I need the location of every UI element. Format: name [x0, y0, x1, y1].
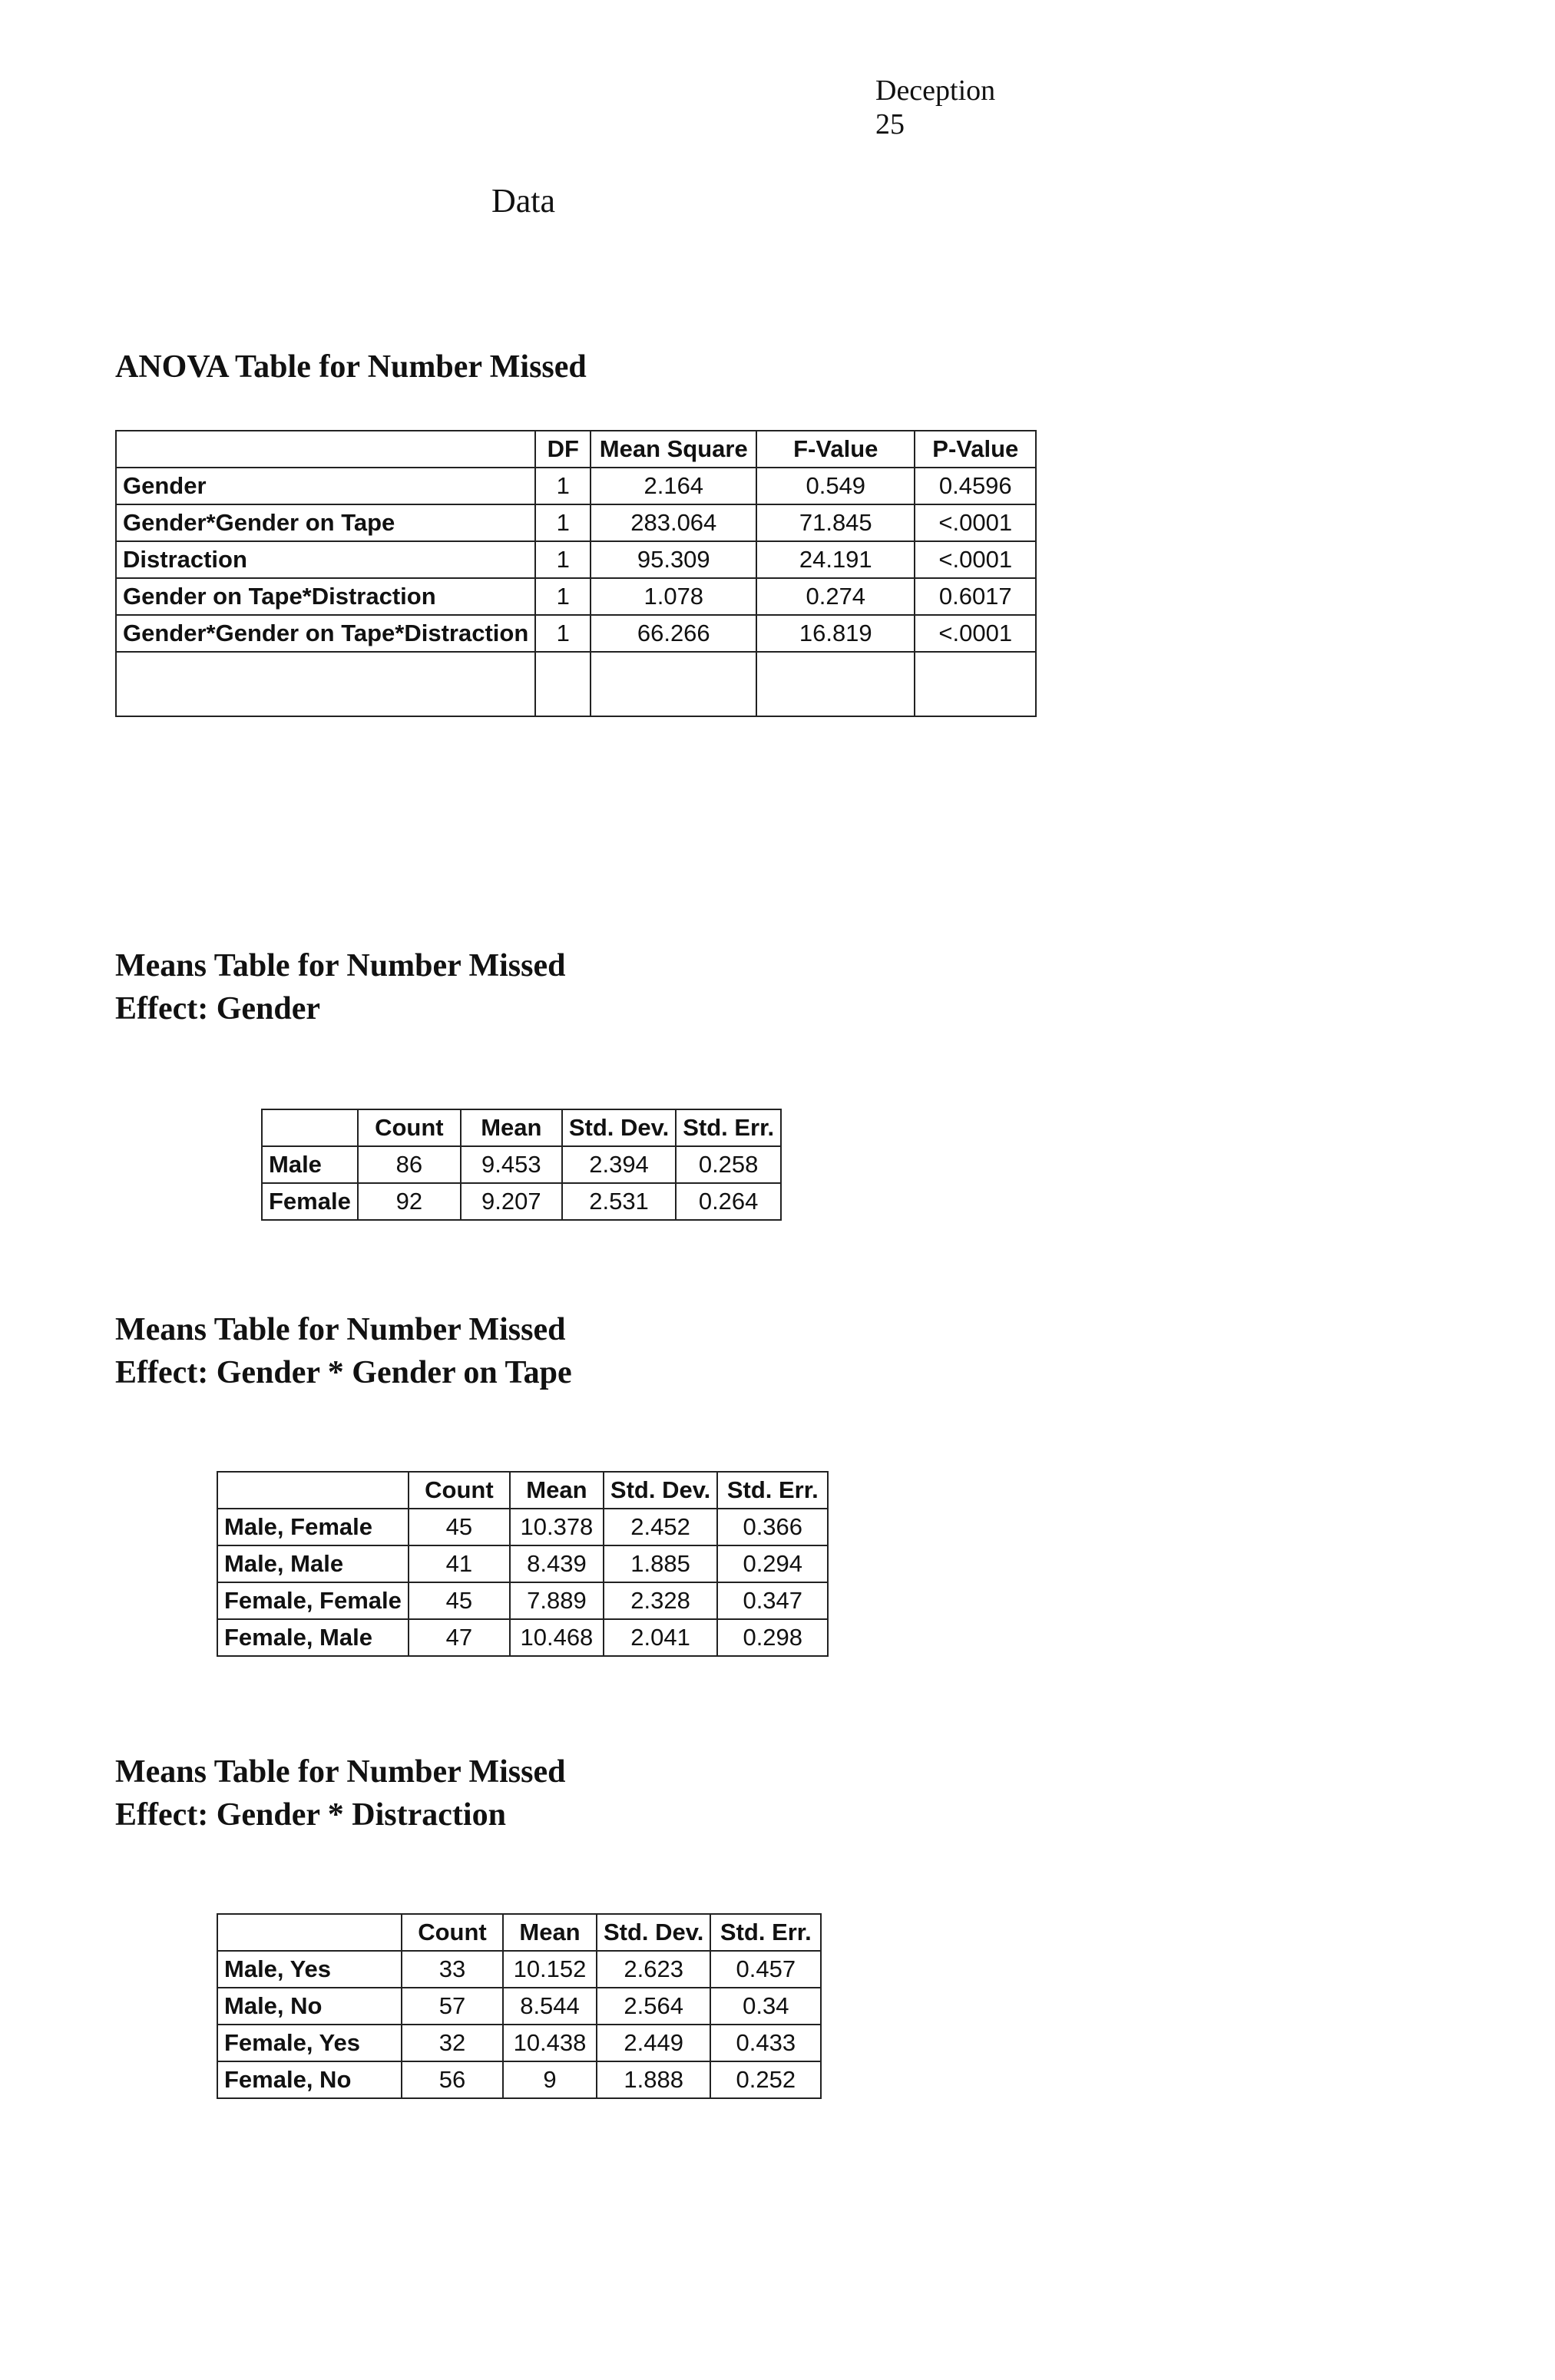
table-cell: 0.298	[717, 1619, 828, 1656]
row-label: Gender*Gender on Tape	[116, 504, 535, 541]
table-cell: 1	[535, 578, 591, 615]
table-cell: 2.564	[597, 1988, 710, 2025]
table-cell: 1	[535, 468, 591, 504]
means-gender-distraction-table	[217, 1913, 822, 2099]
row-label: Female, Male	[217, 1619, 409, 1656]
means-gender-tape-table	[217, 1471, 829, 1657]
table-cell: 57	[402, 1988, 503, 2025]
table-cell: 283.064	[591, 504, 756, 541]
table-cell: 24.191	[756, 541, 915, 578]
row-label: Gender on Tape*Distraction	[116, 578, 535, 615]
means-gender-effect: Effect: Gender	[115, 991, 321, 1026]
table-cell: 2.452	[604, 1509, 717, 1545]
table-cell: 32	[402, 2025, 503, 2061]
table-cell: 1	[535, 541, 591, 578]
table-cell: 10.438	[503, 2025, 597, 2061]
table-row	[262, 1183, 781, 1220]
row-label: Female, No	[217, 2061, 402, 2098]
table-row	[217, 1619, 828, 1656]
table-row	[116, 541, 1036, 578]
table-cell: 2.328	[604, 1582, 717, 1619]
means-gender-tape-title	[115, 1308, 572, 1394]
table-row	[217, 1951, 821, 1988]
table-cell: 66.266	[591, 615, 756, 652]
empty-cell	[756, 652, 915, 716]
column-header: F-Value	[756, 431, 915, 468]
table-cell: 2.531	[562, 1183, 676, 1220]
row-label: Male	[262, 1146, 358, 1183]
row-label: Male, No	[217, 1988, 402, 2025]
means-gender-distraction-effect: Effect: Gender * Distraction	[115, 1797, 506, 1833]
table-cell: 1.078	[591, 578, 756, 615]
row-label: Male, Yes	[217, 1951, 402, 1988]
table-cell: 7.889	[510, 1582, 604, 1619]
table-cell: 41	[409, 1545, 510, 1582]
means-gender-distraction-title	[115, 1750, 565, 1836]
table-row	[116, 468, 1036, 504]
table-cell: 0.34	[710, 1988, 821, 2025]
table-row	[217, 2025, 821, 2061]
table-cell: 0.274	[756, 578, 915, 615]
row-label: Gender*Gender on Tape*Distraction	[116, 615, 535, 652]
table-cell: 0.264	[676, 1183, 781, 1220]
means-gender-title-text: Means Table for Number Missed	[115, 948, 566, 983]
table-cell: 0.258	[676, 1146, 781, 1183]
table-cell: 0.347	[717, 1582, 828, 1619]
header-row	[262, 1109, 781, 1146]
means-gender-tape-effect: Effect: Gender * Gender on Tape	[115, 1355, 572, 1390]
page-heading: Data	[491, 182, 556, 220]
table-cell: 47	[409, 1619, 510, 1656]
table-cell: 45	[409, 1509, 510, 1545]
table-cell: 1	[535, 615, 591, 652]
table-cell: 2.394	[562, 1146, 676, 1183]
running-head: Deception 25	[875, 74, 996, 140]
table-cell: 92	[358, 1183, 461, 1220]
table-cell: 2.041	[604, 1619, 717, 1656]
table-cell: 9.453	[461, 1146, 562, 1183]
anova-table	[115, 430, 1037, 717]
table-cell: 0.6017	[915, 578, 1036, 615]
row-label: Male, Female	[217, 1509, 409, 1545]
table-cell: 0.457	[710, 1951, 821, 1988]
table-row	[262, 1146, 781, 1183]
table-cell: 0.433	[710, 2025, 821, 2061]
table-cell: 2.164	[591, 468, 756, 504]
header-row	[217, 1914, 821, 1951]
column-header: Count	[358, 1109, 461, 1146]
anova-title-text: ANOVA Table for Number Missed	[115, 349, 587, 385]
column-header: Std. Err.	[710, 1914, 821, 1951]
column-header	[262, 1109, 358, 1146]
row-label: Distraction	[116, 541, 535, 578]
column-header: P-Value	[915, 431, 1036, 468]
table-cell: 8.439	[510, 1545, 604, 1582]
table-cell: 71.845	[756, 504, 915, 541]
table-cell: 0.549	[756, 468, 915, 504]
table-cell: 1.888	[597, 2061, 710, 2098]
table-cell: 0.252	[710, 2061, 821, 2098]
column-header: Std. Dev.	[562, 1109, 676, 1146]
header-row	[116, 431, 1036, 468]
table-cell: <.0001	[915, 615, 1036, 652]
column-header: Count	[402, 1914, 503, 1951]
column-header	[116, 431, 535, 468]
table-row	[217, 1988, 821, 2025]
table-cell: 56	[402, 2061, 503, 2098]
table-cell: 9	[503, 2061, 597, 2098]
table-row	[217, 1545, 828, 1582]
table-cell: <.0001	[915, 541, 1036, 578]
column-header: Std. Dev.	[597, 1914, 710, 1951]
table-row	[217, 1509, 828, 1545]
table-cell: 45	[409, 1582, 510, 1619]
table-cell: 2.449	[597, 2025, 710, 2061]
table-cell: 10.152	[503, 1951, 597, 1988]
table-cell: 0.4596	[915, 468, 1036, 504]
table-cell: 2.623	[597, 1951, 710, 1988]
table-cell: 33	[402, 1951, 503, 1988]
column-header: Count	[409, 1472, 510, 1509]
table-cell: 8.544	[503, 1988, 597, 2025]
column-header: Mean	[503, 1914, 597, 1951]
header-row	[217, 1472, 828, 1509]
table-row	[116, 504, 1036, 541]
table-cell: 1.885	[604, 1545, 717, 1582]
row-label: Female	[262, 1183, 358, 1220]
column-header: Mean	[461, 1109, 562, 1146]
empty-cell	[915, 652, 1036, 716]
table-row	[217, 2061, 821, 2098]
column-header: DF	[535, 431, 591, 468]
table-cell: 86	[358, 1146, 461, 1183]
row-label: Female, Yes	[217, 2025, 402, 2061]
column-header	[217, 1472, 409, 1509]
empty-row	[116, 652, 1036, 716]
table-cell: 16.819	[756, 615, 915, 652]
row-label: Female, Female	[217, 1582, 409, 1619]
column-header: Std. Err.	[717, 1472, 828, 1509]
table-cell: 10.468	[510, 1619, 604, 1656]
empty-cell	[591, 652, 756, 716]
column-header	[217, 1914, 402, 1951]
table-cell: 0.294	[717, 1545, 828, 1582]
row-label: Gender	[116, 468, 535, 504]
table-cell: <.0001	[915, 504, 1036, 541]
empty-cell	[535, 652, 591, 716]
table-cell: 9.207	[461, 1183, 562, 1220]
table-row	[217, 1582, 828, 1619]
means-gender-distraction-title-text: Means Table for Number Missed	[115, 1754, 566, 1790]
column-header: Mean	[510, 1472, 604, 1509]
table-cell: 1	[535, 504, 591, 541]
empty-cell	[116, 652, 535, 716]
means-gender-title	[115, 944, 565, 1030]
table-row	[116, 615, 1036, 652]
means-gender-table	[261, 1109, 782, 1221]
table-cell: 10.378	[510, 1509, 604, 1545]
column-header: Std. Err.	[676, 1109, 781, 1146]
table-cell: 95.309	[591, 541, 756, 578]
table-cell: 0.366	[717, 1509, 828, 1545]
column-header: Mean Square	[591, 431, 756, 468]
means-gender-tape-title-text: Means Table for Number Missed	[115, 1312, 566, 1347]
column-header: Std. Dev.	[604, 1472, 717, 1509]
anova-title	[115, 345, 587, 388]
table-row	[116, 578, 1036, 615]
row-label: Male, Male	[217, 1545, 409, 1582]
